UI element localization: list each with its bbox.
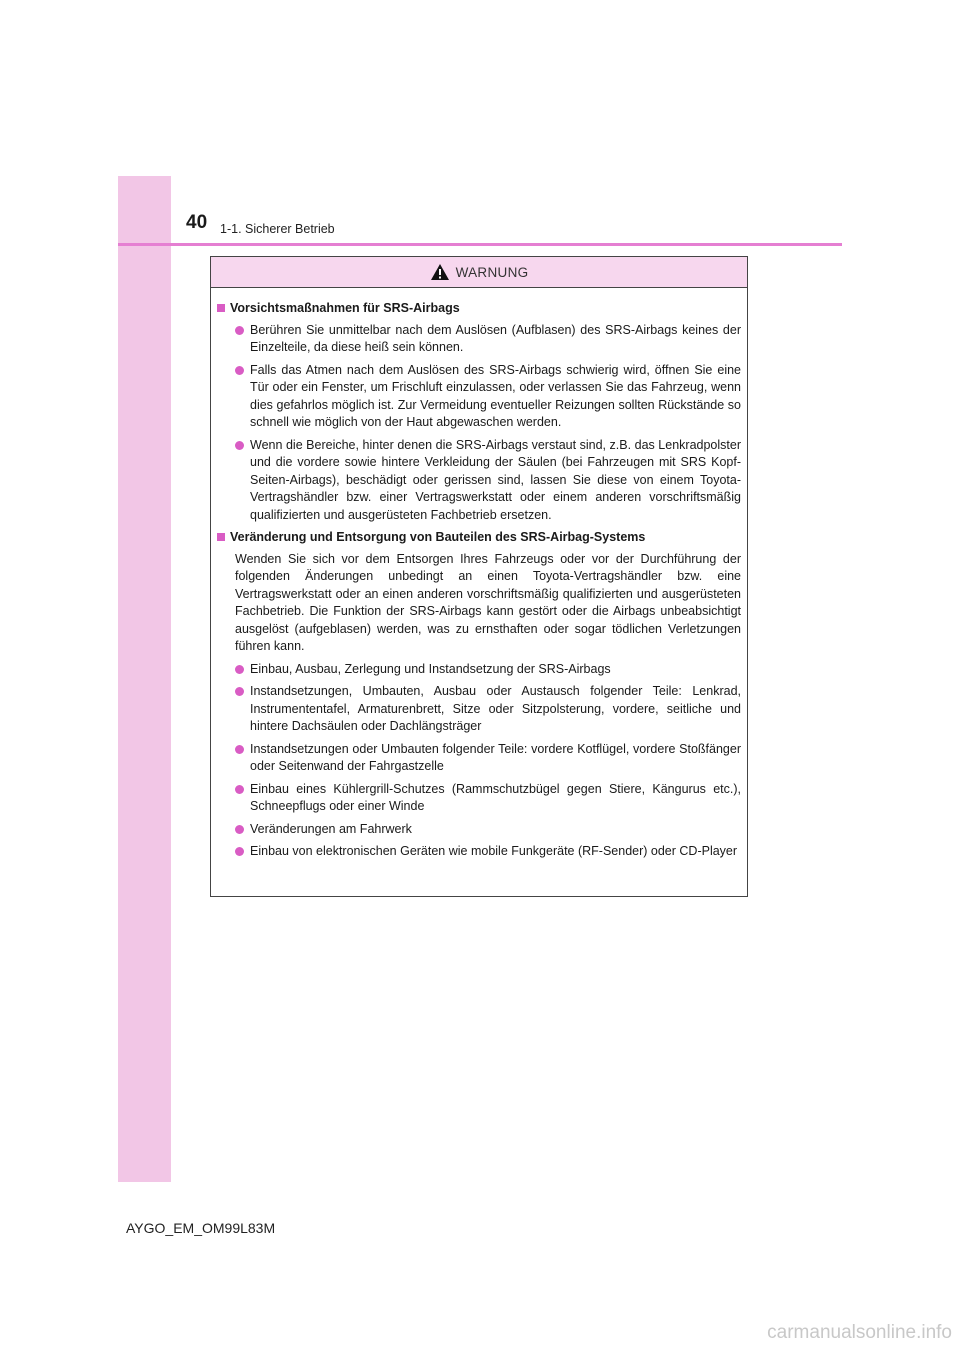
round-bullet-icon bbox=[235, 785, 244, 794]
list-item bbox=[217, 821, 741, 839]
round-bullet-icon bbox=[235, 847, 244, 856]
page-number: 40 bbox=[186, 212, 208, 233]
list-item-text: Wenn die Bereiche, hinter denen die SRS-Airbags verstaut sind, z.B. das Lenkradpolster und die vordere sowie hintere Verkleidung der Säulen (bei Fahrzeugen mit SRS Kopf-Seiten-Airbags), beschädigt oder gerissen sind, lassen Sie diese von einem Toyota-Vertragshändler bzw. einer Vertragswerkstatt oder einem anderen vorschriftsmäßig qualifizierten und ausgerüsteten Fachbetrieb ersetzen. bbox=[250, 437, 741, 522]
warning-triangle-icon bbox=[430, 263, 450, 281]
list-item bbox=[217, 661, 741, 679]
section-heading-text: Veränderung und Entsorgung von Bauteilen des SRS-Airbag-Systems bbox=[230, 530, 646, 544]
list-item-text: Einbau eines Kühlergrill-Schutzes (Rammschutzbügel gegen Stiere, Kängurus etc.), Schneepflugs oder einer Winde bbox=[250, 781, 741, 813]
section-paragraph: Wenden Sie sich vor dem Entsorgen Ihres Fahrzeugs oder vor der Durchführung der folgenden Änderungen unbedingt an einen Toyota-Vertragshändler bzw. eine Vertragswerkstatt oder an einen anderen vorschriftsmäßig qualifizierten und ausgerüsteten Fachbetrieb. Die Funktion der SRS-Airbags kann gestört oder die Airbags unbeabsichtigt ausgelöst (aufgeblasen) werden, was zu ernsthaften oder sogar tödlichen Verletzungen führen kann. bbox=[235, 551, 741, 653]
square-bullet-icon bbox=[217, 533, 225, 541]
section-srs-modification bbox=[217, 529, 741, 861]
warning-header bbox=[211, 257, 747, 288]
watermark: carmanualsonline.info bbox=[767, 1322, 952, 1343]
side-tab bbox=[118, 176, 171, 1182]
list-item-text: Einbau, Ausbau, Zerlegung und Instandsetzung der SRS-Airbags bbox=[250, 661, 611, 676]
list-item-text: Berühren Sie unmittelbar nach dem Auslösen (Aufblasen) des SRS-Airbags keines der Einzelteile, da diese heiß sein können. bbox=[250, 322, 741, 354]
list-item-text: Instandsetzungen, Umbauten, Ausbau oder Austausch folgender Teile: Lenkrad, Instrumententafel, Armaturenbrett, Sitze oder Sitzpolsterung, vordere, seitliche und hintere Dachsäulen oder Dachlängsträger bbox=[250, 684, 741, 733]
warning-body bbox=[211, 288, 747, 861]
list-item-text: Einbau von elektronischen Geräten wie mobile Funkgeräte (RF-Sender) oder CD-Player bbox=[250, 844, 738, 858]
list-item-text: Instandsetzungen oder Umbauten folgender Teile: vordere Kotflügel, vordere Stoßfänger oder Seitenwand der Fahrgastzelle bbox=[250, 741, 741, 773]
square-bullet-icon bbox=[217, 304, 225, 312]
list-item bbox=[217, 322, 741, 357]
section-heading-text: Vorsichtsmaßnahmen für SRS-Airbags bbox=[230, 301, 460, 315]
warning-box bbox=[210, 256, 748, 897]
round-bullet-icon bbox=[235, 687, 244, 696]
list-item bbox=[217, 683, 741, 736]
list-item bbox=[217, 781, 741, 816]
list-item-text: Veränderungen am Fahrwerk bbox=[250, 821, 412, 836]
section-srs-precautions bbox=[217, 300, 741, 524]
list-item bbox=[217, 362, 741, 432]
list-item bbox=[217, 437, 741, 525]
section-heading bbox=[217, 300, 741, 318]
round-bullet-icon bbox=[235, 326, 244, 335]
list-item bbox=[217, 843, 741, 861]
round-bullet-icon bbox=[235, 366, 244, 375]
round-bullet-icon bbox=[235, 745, 244, 754]
section-heading bbox=[217, 529, 741, 547]
document-code: AYGO_EM_OM99L83M bbox=[126, 1220, 276, 1236]
list-item bbox=[217, 741, 741, 776]
header-rule bbox=[118, 243, 842, 246]
warning-title: WARNUNG bbox=[455, 264, 529, 280]
list-item-text: Falls das Atmen nach dem Auslösen des SRS-Airbags schwierig wird, öffnen Sie eine Tür oder ein Fenster, um Frischluft einzulassen, oder verlassen Sie das Fahrzeug, wenn dies gefahrlos möglich ist. Zur Vermeidung eventueller Reizungen sollten Rückstände so schnell wie möglich von der Haut abgewaschen werden. bbox=[250, 362, 741, 429]
section-title: 1-1. Sicherer Betrieb bbox=[220, 222, 335, 236]
round-bullet-icon bbox=[235, 441, 244, 450]
round-bullet-icon bbox=[235, 665, 244, 674]
round-bullet-icon bbox=[235, 825, 244, 834]
